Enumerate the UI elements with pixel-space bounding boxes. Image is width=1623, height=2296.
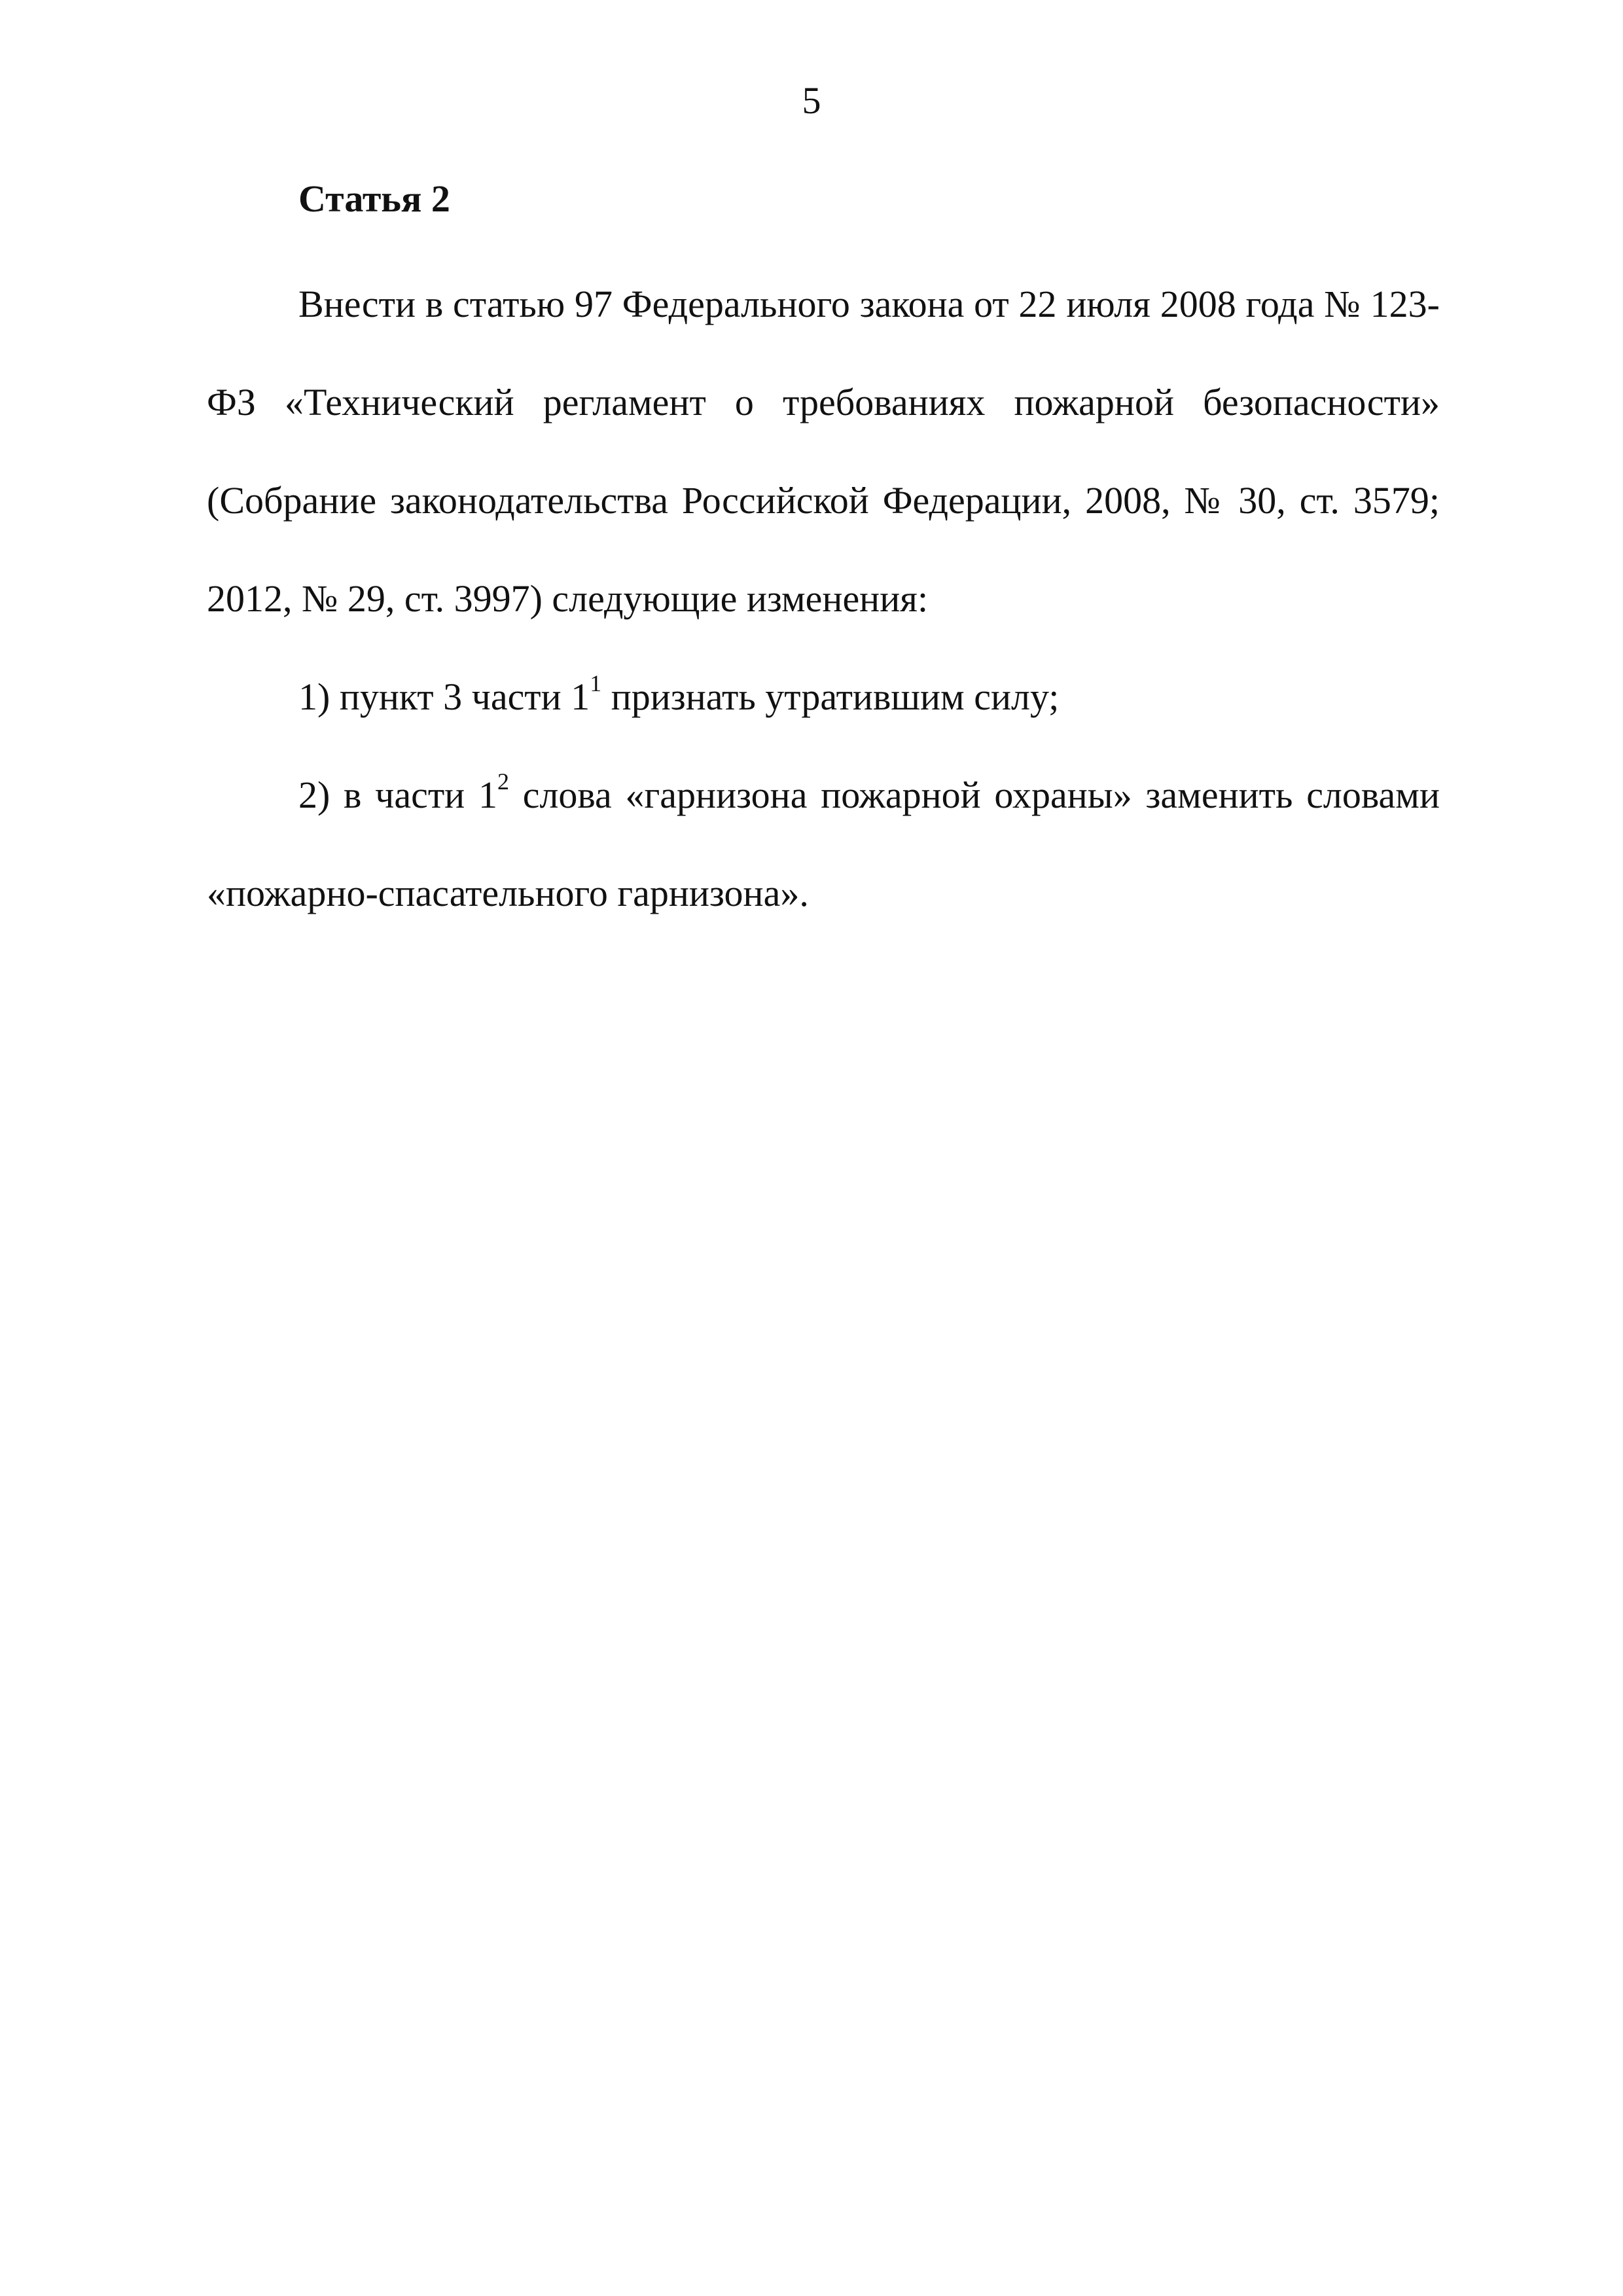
article-heading: Статья 2: [298, 177, 450, 220]
amendment-item-2: [207, 746, 1440, 942]
item-2-superscript: 2: [497, 768, 509, 795]
item-1-text-before: 1) пункт 3 части 1: [298, 675, 590, 718]
item-2-text-before: 2) в части 1: [298, 774, 497, 816]
item-1-text-after: признать утратившим силу;: [601, 675, 1060, 718]
amendment-item-1: [207, 648, 1440, 746]
intro-paragraph: Внести в статью 97 Федерального закона от 22 июля 2008 года № 123-ФЗ «Технический регламент о требованиях пожарной безопасности» (Собрание законодательства Российской Федерации, 2008, № 30, ст. 3579; 2012, № 29, ст. 3997) следующие изменения:: [207, 283, 1440, 620]
item-1-superscript: 1: [590, 670, 602, 696]
article-body: [207, 255, 1440, 942]
page-number: 5: [802, 79, 821, 122]
item-2-text-after: слова «гарнизона пожарной охраны» заменить словами «пожарно-спасательного гарнизона».: [207, 774, 1440, 914]
